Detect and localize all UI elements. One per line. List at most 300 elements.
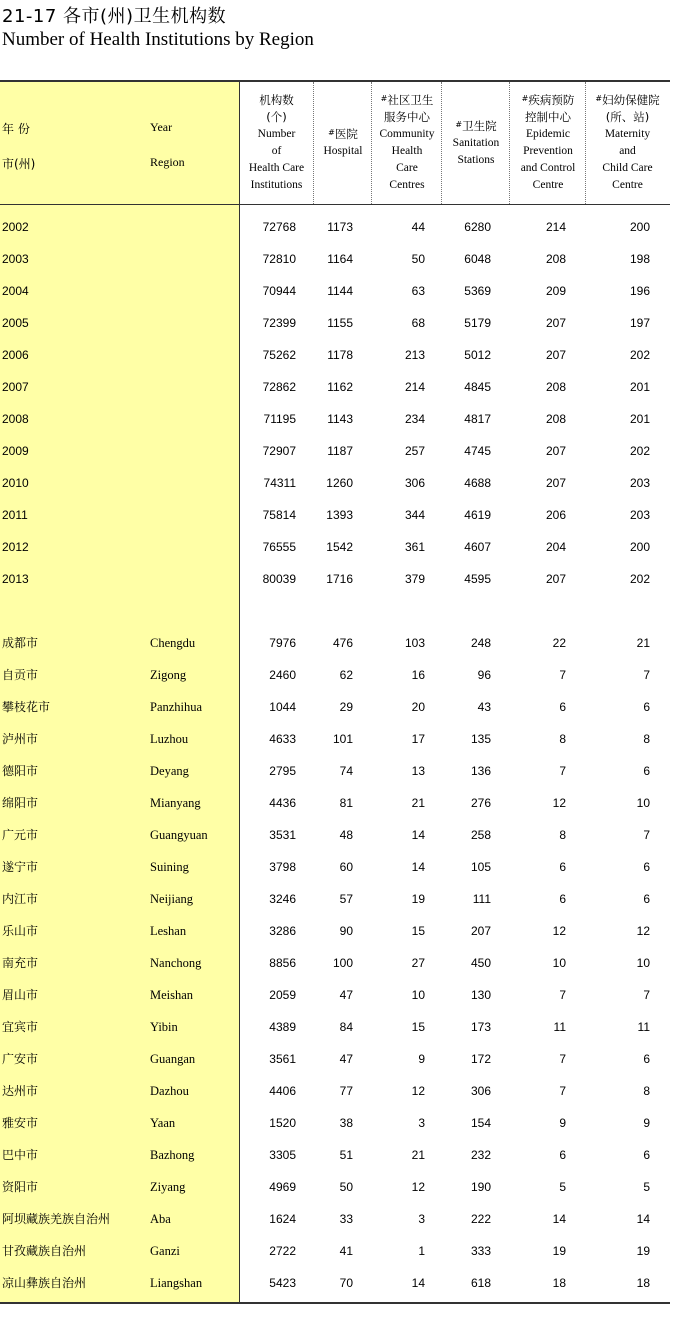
region-row bbox=[0, 889, 670, 909]
cell-value: 77 bbox=[339, 1084, 353, 1098]
cell-value: 130 bbox=[470, 988, 491, 1002]
cell-value: 111 bbox=[472, 892, 491, 906]
cell-value: 21 bbox=[411, 796, 425, 810]
region-name-en: Meishan bbox=[150, 988, 194, 1002]
cell-value: 81 bbox=[339, 796, 353, 810]
cell-value: 206 bbox=[545, 508, 566, 522]
cell-value: 8 bbox=[643, 732, 650, 746]
region-name-cn: 内江市 bbox=[2, 892, 39, 906]
region-row bbox=[0, 953, 670, 973]
cell-value: 33 bbox=[339, 1212, 353, 1226]
cell-value: 72399 bbox=[262, 316, 296, 330]
column-header-cn-line: (所、站) bbox=[605, 110, 650, 124]
region-name-cn: 攀枝花市 bbox=[2, 700, 51, 714]
cell-value: 57 bbox=[339, 892, 353, 906]
cell-value: 48 bbox=[339, 828, 353, 842]
header-region-cn: 市(州) bbox=[2, 157, 36, 171]
cell-value: 72810 bbox=[262, 252, 296, 266]
cell-value: 14 bbox=[411, 1276, 425, 1290]
cell-value: 6280 bbox=[464, 220, 491, 234]
cell-value: 208 bbox=[545, 380, 566, 394]
cell-value: 27 bbox=[411, 956, 425, 970]
region-name-cn: 泸州市 bbox=[2, 732, 39, 746]
table-bottom-rule bbox=[0, 1302, 670, 1304]
cell-value: 2460 bbox=[269, 668, 296, 682]
region-name-en: Mianyang bbox=[150, 796, 201, 810]
cell-value: 103 bbox=[404, 636, 425, 650]
cell-value: 105 bbox=[470, 860, 491, 874]
cell-value: 7 bbox=[559, 1084, 566, 1098]
column-header-en-line: Sanitation bbox=[452, 136, 500, 149]
cell-value: 4607 bbox=[464, 540, 491, 554]
cell-value: 74 bbox=[339, 764, 353, 778]
year-row bbox=[0, 345, 670, 365]
region-name-cn: 甘孜藏族自治州 bbox=[2, 1244, 87, 1258]
cell-value: 12 bbox=[411, 1084, 425, 1098]
cell-value: 7 bbox=[643, 988, 650, 1002]
column-header-en-line: and Control bbox=[520, 162, 576, 174]
cell-value: 203 bbox=[629, 476, 650, 490]
cell-value: 4619 bbox=[464, 508, 491, 522]
cell-value: 1164 bbox=[327, 252, 353, 266]
region-name-cn: 巴中市 bbox=[2, 1148, 39, 1162]
cell-value: 1155 bbox=[327, 316, 353, 330]
cell-value: 8 bbox=[643, 1084, 650, 1098]
cell-value: 21 bbox=[636, 636, 650, 650]
column-header-6 bbox=[585, 82, 669, 204]
cell-value: 202 bbox=[629, 348, 650, 362]
region-name-cn: 阿坝藏族羌族自治州 bbox=[2, 1212, 111, 1226]
cell-value: 76555 bbox=[262, 540, 296, 554]
cell-value: 1144 bbox=[327, 284, 353, 298]
column-header-en-line: Stations bbox=[457, 153, 495, 166]
column-header-en-line: Health bbox=[391, 145, 423, 157]
region-row bbox=[0, 761, 670, 781]
region-row bbox=[0, 729, 670, 749]
cell-value: 173 bbox=[470, 1020, 491, 1034]
cell-value: 4406 bbox=[269, 1084, 296, 1098]
cell-value: 10 bbox=[411, 988, 425, 1002]
region-row bbox=[0, 1113, 670, 1133]
cell-value: 9 bbox=[643, 1116, 650, 1130]
cell-value: 207 bbox=[545, 572, 566, 586]
region-name-en: Suining bbox=[150, 860, 189, 874]
cell-value: 29 bbox=[339, 700, 353, 714]
cell-value: 222 bbox=[470, 1212, 491, 1226]
cell-value: 1178 bbox=[327, 348, 353, 362]
cell-value: 15 bbox=[411, 1020, 425, 1034]
year-row bbox=[0, 537, 670, 557]
cell-value: 6 bbox=[559, 892, 566, 906]
column-header-en-line: Number bbox=[257, 128, 296, 140]
region-row bbox=[0, 1241, 670, 1261]
cell-value: 4817 bbox=[464, 412, 491, 426]
cell-value: 1162 bbox=[327, 380, 353, 394]
cell-value: 47 bbox=[339, 988, 353, 1002]
cell-value: 172 bbox=[470, 1052, 491, 1066]
cell-value: 476 bbox=[332, 636, 353, 650]
cell-value: 14 bbox=[636, 1212, 650, 1226]
region-row bbox=[0, 1081, 670, 1101]
cell-value: 234 bbox=[404, 412, 425, 426]
region-name-cn: 广元市 bbox=[2, 828, 39, 842]
subitem-marker: # bbox=[455, 119, 463, 129]
region-name-cn: 成都市 bbox=[2, 636, 39, 650]
column-header-en-line: Health Care bbox=[248, 162, 305, 174]
cell-value: 8856 bbox=[269, 956, 296, 970]
column-header-cn-line: (个) bbox=[266, 110, 287, 124]
cell-value: 96 bbox=[477, 668, 491, 682]
year-label: 2003 bbox=[2, 252, 29, 266]
cell-value: 7 bbox=[643, 668, 650, 682]
year-row bbox=[0, 569, 670, 589]
subitem-marker: # bbox=[595, 94, 603, 103]
subitem-marker: # bbox=[521, 94, 529, 103]
cell-value: 10 bbox=[636, 956, 650, 970]
cell-value: 90 bbox=[339, 924, 353, 938]
cell-value: 379 bbox=[404, 572, 425, 586]
year-row bbox=[0, 409, 670, 429]
region-name-cn: 乐山市 bbox=[2, 924, 39, 938]
region-name-en: Guangyuan bbox=[150, 828, 208, 842]
cell-value: 361 bbox=[404, 540, 425, 554]
cell-value: 203 bbox=[629, 508, 650, 522]
cell-value: 207 bbox=[545, 476, 566, 490]
region-name-cn: 遂宁市 bbox=[2, 860, 39, 874]
cell-value: 198 bbox=[629, 252, 650, 266]
cell-value: 44 bbox=[411, 220, 425, 234]
cell-value: 9 bbox=[418, 1052, 425, 1066]
region-name-en: Dazhou bbox=[150, 1084, 189, 1098]
region-name-en: Guangan bbox=[150, 1052, 196, 1066]
page-title-cn: 21-17 各市(州)卫生机构数 bbox=[2, 6, 227, 27]
region-name-en: Luzhou bbox=[150, 732, 189, 746]
cell-value: 1173 bbox=[327, 220, 353, 234]
cell-value: 1520 bbox=[269, 1116, 296, 1130]
column-header-en-line: Care bbox=[396, 162, 418, 174]
region-name-en: Neijiang bbox=[150, 892, 194, 906]
region-row bbox=[0, 825, 670, 845]
cell-value: 1044 bbox=[269, 700, 296, 714]
column-header-en-line: Prevention bbox=[523, 145, 573, 157]
region-name-cn: 广安市 bbox=[2, 1052, 39, 1066]
year-label: 2005 bbox=[2, 316, 29, 330]
cell-value: 12 bbox=[552, 796, 566, 810]
cell-value: 101 bbox=[332, 732, 353, 746]
cell-value: 6048 bbox=[464, 252, 491, 266]
year-row bbox=[0, 313, 670, 333]
region-row bbox=[0, 857, 670, 877]
cell-value: 1716 bbox=[326, 572, 353, 586]
region-name-en: Ziyang bbox=[150, 1180, 186, 1194]
column-header-cn-line: 服务中心 bbox=[384, 110, 430, 124]
column-header-en-line: of bbox=[271, 145, 282, 157]
cell-value: 202 bbox=[629, 572, 650, 586]
cell-value: 204 bbox=[545, 540, 566, 554]
region-name-cn: 资阳市 bbox=[2, 1180, 39, 1194]
column-header-cn-line: 妇幼保健院 bbox=[602, 93, 660, 107]
cell-value: 1624 bbox=[269, 1212, 296, 1226]
cell-value: 1187 bbox=[327, 444, 353, 458]
cell-value: 12 bbox=[636, 924, 650, 938]
region-row bbox=[0, 633, 670, 653]
cell-value: 7976 bbox=[269, 636, 296, 650]
region-row bbox=[0, 1273, 670, 1293]
cell-value: 3531 bbox=[269, 828, 296, 842]
cell-value: 202 bbox=[629, 444, 650, 458]
cell-value: 7 bbox=[559, 764, 566, 778]
cell-value: 75262 bbox=[262, 348, 296, 362]
cell-value: 3561 bbox=[269, 1052, 296, 1066]
cell-value: 190 bbox=[470, 1180, 491, 1194]
column-header-en-line: Centre bbox=[532, 179, 564, 191]
cell-value: 13 bbox=[411, 764, 425, 778]
cell-value: 10 bbox=[636, 796, 650, 810]
column-header-en-line: Community bbox=[379, 128, 435, 140]
cell-value: 2795 bbox=[269, 764, 296, 778]
column-header-1 bbox=[240, 82, 313, 204]
cell-value: 208 bbox=[545, 412, 566, 426]
region-name-en: Zigong bbox=[150, 668, 187, 682]
column-header-cn-line: 机构数 bbox=[259, 93, 294, 107]
cell-value: 200 bbox=[629, 220, 650, 234]
cell-value: 72862 bbox=[262, 380, 296, 394]
year-label: 2011 bbox=[2, 508, 28, 522]
year-label: 2006 bbox=[2, 348, 29, 362]
cell-value: 60 bbox=[339, 860, 353, 874]
cell-value: 100 bbox=[332, 956, 353, 970]
column-header-cn-line: 社区卫生 bbox=[387, 93, 434, 107]
cell-value: 14 bbox=[411, 828, 425, 842]
cell-value: 2059 bbox=[269, 988, 296, 1002]
cell-value: 72907 bbox=[262, 444, 296, 458]
cell-value: 6 bbox=[643, 1148, 650, 1162]
cell-value: 257 bbox=[404, 444, 425, 458]
cell-value: 450 bbox=[470, 956, 491, 970]
cell-value: 63 bbox=[411, 284, 425, 298]
year-row bbox=[0, 281, 670, 301]
cell-value: 17 bbox=[411, 732, 425, 746]
cell-value: 8 bbox=[559, 828, 566, 842]
cell-value: 200 bbox=[629, 540, 650, 554]
region-name-cn: 达州市 bbox=[2, 1084, 39, 1098]
cell-value: 196 bbox=[629, 284, 650, 298]
column-header-en-line: Centre bbox=[612, 179, 643, 191]
cell-value: 4436 bbox=[269, 796, 296, 810]
cell-value: 1 bbox=[418, 1244, 425, 1258]
cell-value: 21 bbox=[411, 1148, 425, 1162]
cell-value: 136 bbox=[470, 764, 491, 778]
region-row bbox=[0, 1049, 670, 1069]
column-header-2 bbox=[313, 82, 372, 204]
cell-value: 5012 bbox=[464, 348, 491, 362]
cell-value: 3286 bbox=[269, 924, 296, 938]
header-year-cn: 年 份 bbox=[2, 122, 30, 136]
region-name-cn: 南充市 bbox=[2, 956, 39, 970]
header-bottom-rule bbox=[0, 204, 670, 205]
cell-value: 19 bbox=[552, 1244, 566, 1258]
cell-value: 197 bbox=[629, 316, 650, 330]
cell-value: 38 bbox=[339, 1116, 353, 1130]
header-region-en: Region bbox=[150, 155, 185, 169]
cell-value: 4969 bbox=[269, 1180, 296, 1194]
year-row bbox=[0, 441, 670, 461]
cell-value: 41 bbox=[339, 1244, 353, 1258]
cell-value: 4595 bbox=[464, 572, 491, 586]
cell-value: 1143 bbox=[327, 412, 353, 426]
cell-value: 20 bbox=[411, 700, 425, 714]
region-row bbox=[0, 1145, 670, 1165]
cell-value: 75814 bbox=[262, 508, 296, 522]
cell-value: 72768 bbox=[262, 220, 296, 234]
cell-value: 154 bbox=[470, 1116, 491, 1130]
cell-value: 84 bbox=[339, 1020, 353, 1034]
cell-value: 74311 bbox=[263, 476, 296, 490]
year-label: 2013 bbox=[2, 572, 29, 586]
region-name-cn: 眉山市 bbox=[2, 988, 39, 1002]
cell-value: 68 bbox=[411, 316, 425, 330]
year-label: 2004 bbox=[2, 284, 29, 298]
cell-value: 258 bbox=[470, 828, 491, 842]
cell-value: 201 bbox=[629, 412, 650, 426]
cell-value: 4633 bbox=[269, 732, 296, 746]
region-name-cn: 雅安市 bbox=[2, 1116, 39, 1130]
year-label: 2009 bbox=[2, 444, 29, 458]
cell-value: 50 bbox=[411, 252, 425, 266]
column-header-5 bbox=[509, 82, 586, 204]
cell-value: 4389 bbox=[269, 1020, 296, 1034]
cell-value: 3 bbox=[418, 1212, 425, 1226]
cell-value: 214 bbox=[545, 220, 566, 234]
region-name-en: Deyang bbox=[150, 764, 189, 778]
column-header-3 bbox=[371, 82, 442, 204]
cell-value: 6 bbox=[559, 1148, 566, 1162]
region-row bbox=[0, 1017, 670, 1037]
cell-value: 232 bbox=[470, 1148, 491, 1162]
cell-value: 2722 bbox=[269, 1244, 296, 1258]
subitem-marker: # bbox=[380, 94, 388, 103]
cell-value: 4745 bbox=[464, 444, 491, 458]
column-header-4 bbox=[441, 82, 510, 204]
cell-value: 3246 bbox=[269, 892, 296, 906]
region-name-en: Chengdu bbox=[150, 636, 196, 650]
header-year-en: Year bbox=[150, 120, 173, 134]
cell-value: 11 bbox=[553, 1020, 566, 1034]
region-name-cn: 凉山彝族自治州 bbox=[2, 1276, 87, 1290]
cell-value: 201 bbox=[629, 380, 650, 394]
cell-value: 18 bbox=[636, 1276, 650, 1290]
column-header-cn-line: 卫生院 bbox=[462, 118, 497, 133]
cell-value: 5179 bbox=[464, 316, 491, 330]
region-row bbox=[0, 985, 670, 1005]
region-name-en: Panzhihua bbox=[150, 700, 203, 714]
cell-value: 3 bbox=[418, 1116, 425, 1130]
region-name-cn: 自贡市 bbox=[2, 668, 39, 682]
cell-value: 12 bbox=[411, 1180, 425, 1194]
cell-value: 80039 bbox=[262, 572, 296, 586]
cell-value: 6 bbox=[643, 860, 650, 874]
cell-value: 9 bbox=[559, 1116, 566, 1130]
region-row bbox=[0, 1177, 670, 1197]
region-name-en: Liangshan bbox=[150, 1276, 203, 1290]
year-row bbox=[0, 505, 670, 525]
cell-value: 19 bbox=[636, 1244, 650, 1258]
cell-value: 7 bbox=[643, 828, 650, 842]
cell-value: 6 bbox=[559, 860, 566, 874]
year-label: 2002 bbox=[2, 220, 29, 234]
year-row bbox=[0, 377, 670, 397]
cell-value: 43 bbox=[477, 700, 491, 714]
column-header-en-line: Centres bbox=[389, 179, 425, 191]
cell-value: 6 bbox=[643, 892, 650, 906]
cell-value: 248 bbox=[470, 636, 491, 650]
cell-value: 70 bbox=[339, 1276, 353, 1290]
year-row bbox=[0, 217, 670, 237]
region-name-en: Nanchong bbox=[150, 956, 202, 970]
cell-value: 214 bbox=[404, 380, 425, 394]
region-name-cn: 德阳市 bbox=[2, 764, 39, 778]
cell-value: 6 bbox=[643, 1052, 650, 1066]
cell-value: 12 bbox=[552, 924, 566, 938]
cell-value: 306 bbox=[404, 476, 425, 490]
cell-value: 4688 bbox=[464, 476, 491, 490]
cell-value: 6 bbox=[643, 700, 650, 714]
region-name-en: Ganzi bbox=[150, 1244, 180, 1258]
year-label: 2008 bbox=[2, 412, 29, 426]
cell-value: 306 bbox=[470, 1084, 491, 1098]
cell-value: 207 bbox=[545, 316, 566, 330]
cell-value: 207 bbox=[545, 444, 566, 458]
region-name-en: Yibin bbox=[150, 1020, 178, 1034]
region-name-en: Aba bbox=[150, 1212, 171, 1226]
region-row bbox=[0, 1209, 670, 1229]
region-row bbox=[0, 793, 670, 813]
year-label: 2012 bbox=[2, 540, 29, 554]
cell-value: 1542 bbox=[326, 540, 353, 554]
cell-value: 5 bbox=[643, 1180, 650, 1194]
cell-value: 62 bbox=[339, 668, 353, 682]
region-row bbox=[0, 665, 670, 685]
subitem-marker: # bbox=[328, 128, 335, 137]
cell-value: 208 bbox=[545, 252, 566, 266]
cell-value: 333 bbox=[470, 1244, 491, 1258]
column-header-en-line: Institutions bbox=[250, 179, 303, 191]
cell-value: 5 bbox=[559, 1180, 566, 1194]
year-label: 2007 bbox=[2, 380, 29, 394]
cell-value: 19 bbox=[411, 892, 425, 906]
column-header-cn-line: 医院 bbox=[334, 127, 358, 141]
cell-value: 1393 bbox=[326, 508, 353, 522]
cell-value: 7 bbox=[559, 988, 566, 1002]
page-title-en: Number of Health Institutions by Region bbox=[2, 29, 314, 50]
cell-value: 209 bbox=[545, 284, 566, 298]
cell-value: 14 bbox=[411, 860, 425, 874]
region-name-en: Yaan bbox=[150, 1116, 176, 1130]
cell-value: 3305 bbox=[269, 1148, 296, 1162]
region-name-en: Leshan bbox=[150, 924, 187, 938]
column-header-en-line: Epidemic bbox=[525, 128, 571, 140]
column-header-cn-line: 控制中心 bbox=[525, 110, 571, 124]
cell-value: 10 bbox=[552, 956, 566, 970]
region-name-cn: 宜宾市 bbox=[2, 1020, 39, 1034]
cell-value: 1260 bbox=[326, 476, 353, 490]
column-header-en-line: and bbox=[619, 145, 636, 157]
cell-value: 16 bbox=[411, 668, 425, 682]
cell-value: 6 bbox=[643, 764, 650, 778]
cell-value: 3798 bbox=[269, 860, 296, 874]
cell-value: 207 bbox=[470, 924, 491, 938]
year-row bbox=[0, 473, 670, 493]
